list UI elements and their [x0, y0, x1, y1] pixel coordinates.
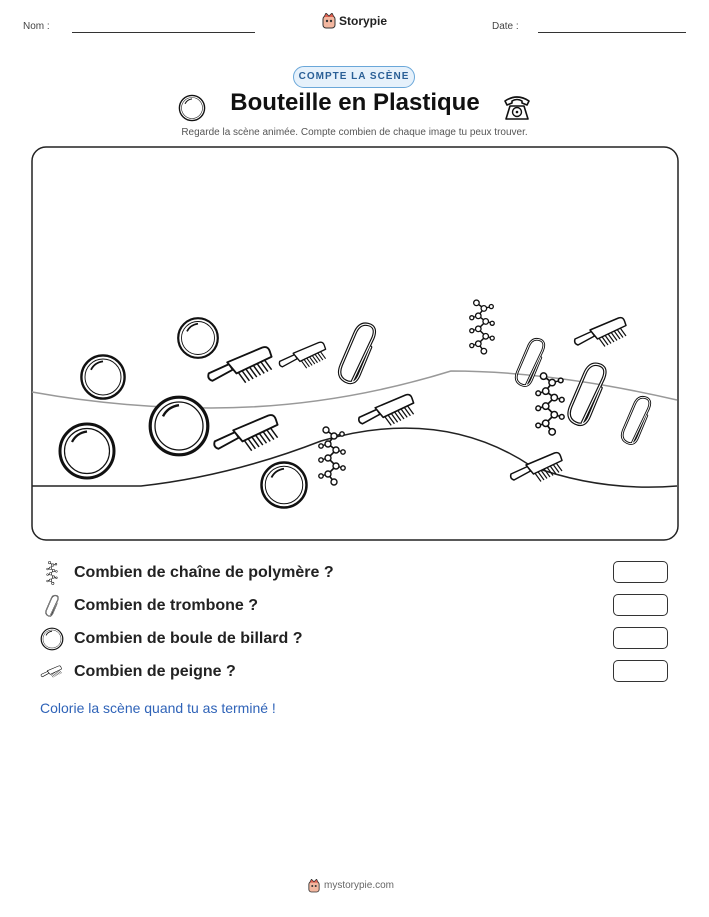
name-line[interactable] [72, 32, 255, 33]
footer-url[interactable]: mystorypie.com [324, 880, 395, 891]
telephone-icon [502, 92, 532, 122]
answer-box-polymer-chain[interactable] [613, 561, 668, 583]
question-polymer-chain [40, 561, 670, 589]
answer-box-paperclip[interactable] [613, 594, 668, 616]
date-line[interactable] [538, 32, 686, 33]
brand-logo [322, 13, 388, 34]
date-label: Date : [492, 21, 519, 32]
billiard-ball [262, 463, 307, 508]
question-text: Combien de chaîne de polymère ? [74, 564, 334, 581]
billiard-ball [150, 397, 208, 455]
storypie-logo-icon [322, 13, 336, 29]
billiard-ball [81, 355, 124, 398]
polymer-chain-icon [40, 561, 64, 585]
question-text: Combien de trombone ? [74, 597, 258, 614]
name-label: Nom : [23, 21, 50, 32]
question-text: Combien de peigne ? [74, 663, 236, 680]
finish-instruction: Colorie la scène quand tu as terminé ! [40, 700, 276, 716]
paperclip-icon [40, 594, 64, 618]
comb-icon [40, 660, 64, 684]
billiard-ball [178, 318, 218, 358]
question-comb [40, 660, 670, 688]
answer-box-comb[interactable] [613, 660, 668, 682]
question-text: Combien de boule de billard ? [74, 630, 303, 647]
billiard-ball [60, 424, 114, 478]
brand-name: Storypie [339, 14, 388, 28]
scene-picture[interactable] [31, 146, 679, 541]
count-scene-badge: COMPTE LA SCÈNE [293, 66, 415, 88]
question-paperclip [40, 594, 670, 622]
storypie-logo-icon [308, 879, 320, 893]
instructions: Regarde la scène animée. Compte combien de chaque image tu peux trouver. [181, 127, 528, 138]
answer-box-billiard-ball[interactable] [613, 627, 668, 649]
page-title: Bouteille en Plastique [230, 89, 480, 116]
question-billiard-ball [40, 627, 670, 655]
billiard-ball-icon [40, 627, 64, 651]
